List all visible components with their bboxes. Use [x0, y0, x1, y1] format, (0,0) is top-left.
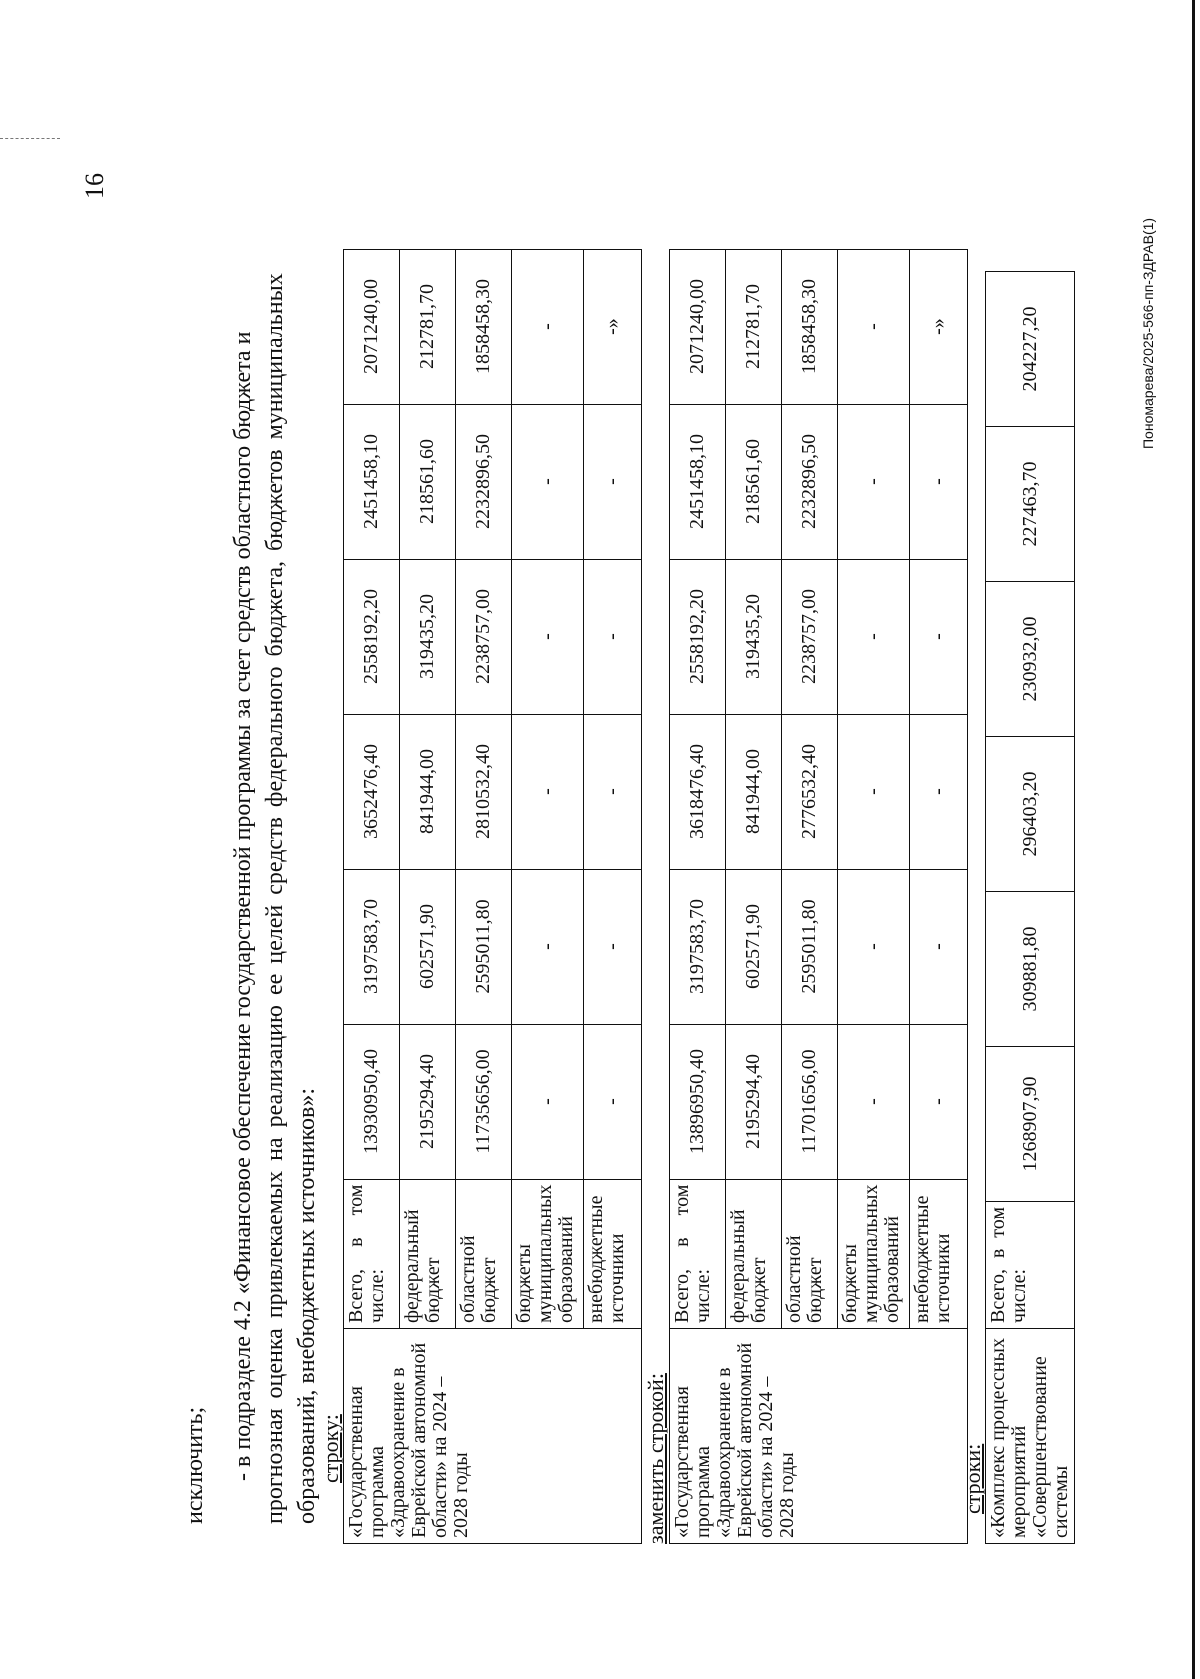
- value-cell: 218561,60: [726, 404, 782, 559]
- intro-line-4: образований, внебюджетных источников»:: [294, 1088, 320, 1524]
- value-cell: -: [838, 1024, 910, 1179]
- value-cell: 212781,70: [726, 249, 782, 404]
- value-cell: -: [512, 404, 584, 559]
- intro-line-3: прогнозная оценка привлекаемых на реализацию ее целей средств федерального бюджета, бюджетов муниципальных: [262, 273, 288, 1524]
- value-cell: 218561,60: [400, 404, 456, 559]
- row-label: строку:: [318, 1414, 343, 1483]
- value-cell: 2451458,10: [670, 404, 726, 559]
- value-cell: 319435,20: [726, 559, 782, 714]
- funding-table-process-complex: [985, 271, 1075, 1544]
- value-cell: 2595011,80: [456, 869, 512, 1024]
- value-cell: 1858458,30: [782, 249, 838, 404]
- scan-edge-line: [1192, 0, 1195, 1679]
- value-cell: -: [838, 249, 910, 404]
- value-cell: 2595011,80: [782, 869, 838, 1024]
- value-cell: -: [910, 1024, 968, 1179]
- value-cell: 230932,00: [986, 582, 1075, 737]
- value-cell: 319435,20: [400, 559, 456, 714]
- category-federal: федеральный бюджет: [400, 1179, 456, 1328]
- value-cell: 2238757,00: [456, 559, 512, 714]
- category-regional: областной бюджет: [456, 1179, 512, 1328]
- category-regional: областной бюджет: [782, 1179, 838, 1328]
- value-cell: -»: [584, 249, 642, 404]
- value-cell: 2776532,40: [782, 714, 838, 869]
- value-cell: 2195294,40: [726, 1024, 782, 1179]
- program-name-cell: «Комплекс процессных мероприятий «Совершенствование системы: [986, 1329, 1075, 1544]
- value-cell: -: [584, 559, 642, 714]
- category-municipal: бюджеты муниципальных образований: [512, 1179, 584, 1328]
- scan-artifact-dash: [0, 137, 60, 139]
- value-cell: 841944,00: [400, 714, 456, 869]
- intro-line-1: исключить;: [182, 1406, 208, 1524]
- value-cell: 2071240,00: [670, 249, 726, 404]
- value-cell: 1858458,30: [456, 249, 512, 404]
- value-cell: -: [512, 559, 584, 714]
- table-row: [986, 272, 1075, 1544]
- category-total: Всего, в том числе:: [344, 1179, 400, 1328]
- value-cell: -»: [910, 249, 968, 404]
- value-cell: 3652476,40: [344, 714, 400, 869]
- rows-label: строки:: [960, 1443, 985, 1514]
- value-cell: 11701656,00: [782, 1024, 838, 1179]
- value-cell: -: [910, 714, 968, 869]
- value-cell: 212781,70: [400, 249, 456, 404]
- value-cell: -: [512, 869, 584, 1024]
- value-cell: 2232896,50: [782, 404, 838, 559]
- category-offbudget: внебюджетные источники: [910, 1179, 968, 1328]
- value-cell: 1268907,90: [986, 1047, 1075, 1202]
- value-cell: -: [512, 1024, 584, 1179]
- value-cell: 841944,00: [726, 714, 782, 869]
- value-cell: 11735656,00: [456, 1024, 512, 1179]
- value-cell: 2558192,20: [670, 559, 726, 714]
- value-cell: -: [910, 559, 968, 714]
- value-cell: -: [838, 869, 910, 1024]
- value-cell: -: [584, 404, 642, 559]
- value-cell: 2810532,40: [456, 714, 512, 869]
- value-cell: 3197583,70: [344, 869, 400, 1024]
- program-name-cell: «Государственная программа «Здравоохранение в Еврейской автономной области» на 2024 – 2028 годы: [344, 1329, 642, 1544]
- value-cell: -: [512, 714, 584, 869]
- category-municipal: бюджеты муниципальных образований: [838, 1179, 910, 1328]
- value-cell: 2071240,00: [344, 249, 400, 404]
- value-cell: 2238757,00: [782, 559, 838, 714]
- value-cell: 2558192,20: [344, 559, 400, 714]
- table-row: [344, 249, 400, 1543]
- value-cell: 2451458,10: [344, 404, 400, 559]
- value-cell: -: [838, 559, 910, 714]
- value-cell: 309881,80: [986, 892, 1075, 1047]
- value-cell: -: [584, 1024, 642, 1179]
- funding-table-replacement: [669, 249, 968, 1544]
- value-cell: 13896950,40: [670, 1024, 726, 1179]
- category-total: Всего, в том числе:: [670, 1179, 726, 1328]
- category-federal: федеральный бюджет: [726, 1179, 782, 1328]
- value-cell: 296403,20: [986, 737, 1075, 892]
- category-total: Всего, в том числе:: [986, 1202, 1075, 1329]
- replace-label: заменить строкой:: [643, 1373, 668, 1544]
- page-number: 16: [80, 173, 109, 199]
- value-cell: 602571,90: [400, 869, 456, 1024]
- category-offbudget: внебюджетные источники: [584, 1179, 642, 1328]
- document-footer-id: Пономарева/2025-566-пп-ЗДРАВ(1): [1140, 217, 1156, 449]
- value-cell: 2232896,50: [456, 404, 512, 559]
- value-cell: -: [584, 869, 642, 1024]
- table-row: [670, 249, 726, 1543]
- funding-table-original: [343, 249, 642, 1544]
- value-cell: 3618476,40: [670, 714, 726, 869]
- value-cell: 3197583,70: [670, 869, 726, 1024]
- value-cell: 2195294,40: [400, 1024, 456, 1179]
- program-name-cell: «Государственная программа «Здравоохранение в Еврейской автономной области» на 2024 – 2028 годы: [670, 1329, 968, 1544]
- value-cell: -: [512, 249, 584, 404]
- value-cell: 13930950,40: [344, 1024, 400, 1179]
- value-cell: -: [584, 714, 642, 869]
- value-cell: -: [910, 869, 968, 1024]
- value-cell: 602571,90: [726, 869, 782, 1024]
- value-cell: -: [838, 714, 910, 869]
- intro-line-2: - в подразделе 4.2 «Финансовое обеспечение государственной программы за счет средств областного бюджета и: [230, 331, 256, 1481]
- value-cell: -: [838, 404, 910, 559]
- value-cell: 204227,20: [986, 272, 1075, 427]
- value-cell: 227463,70: [986, 427, 1075, 582]
- value-cell: -: [910, 404, 968, 559]
